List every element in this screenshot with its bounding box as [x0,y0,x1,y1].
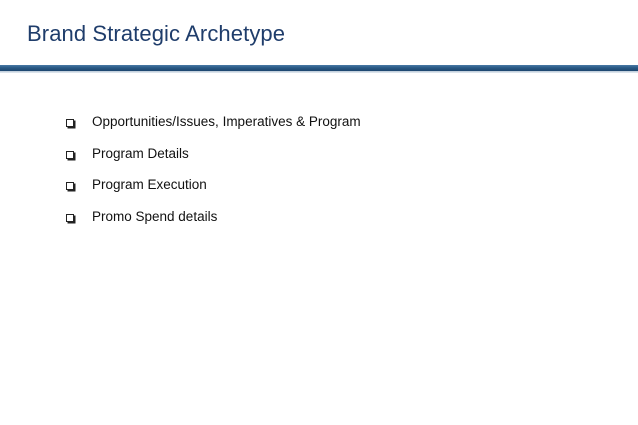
square-bullet-icon [66,119,74,127]
slide-title: Brand Strategic Archetype [27,21,286,46]
bullet-item-opportunities [66,113,361,145]
bullet-label: Opportunities/Issues, Imperatives & Program [92,114,361,129]
bullet-label: Program Execution [92,177,207,192]
square-bullet-icon [66,182,74,190]
bullet-label: Promo Spend details [92,208,218,224]
bullet-item-program-execution [66,176,361,208]
bullet-item-program-details [66,145,361,177]
bullet-list [66,113,361,239]
square-bullet-icon [66,151,74,159]
square-bullet-icon [66,214,74,222]
title-divider-shadow [0,71,638,73]
bullet-item-promo-spend [66,208,361,240]
bullet-label: Program Details [92,145,189,161]
